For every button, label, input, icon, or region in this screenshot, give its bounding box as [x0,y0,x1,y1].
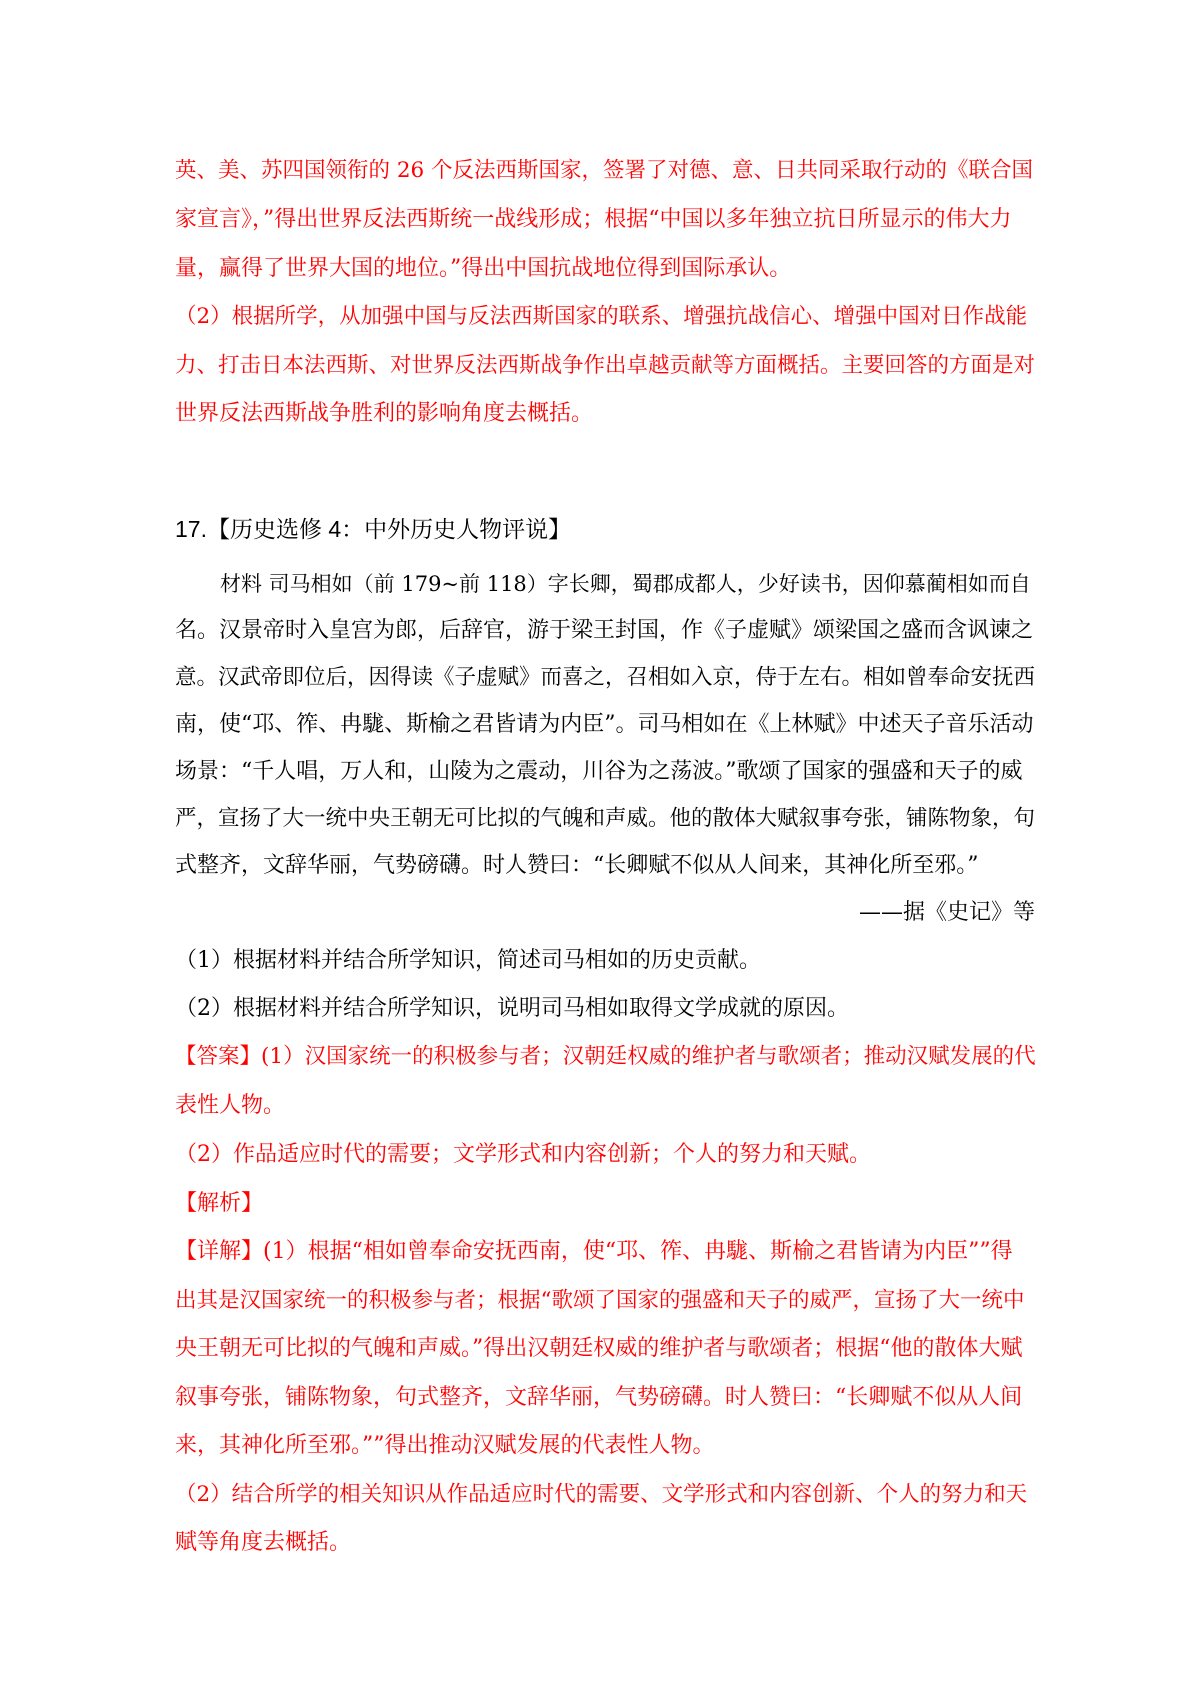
detail-line: （2）结合所学的相关知识从作品适应时代的需要、文学形式和内容创新、个人的努力和天 [175,1482,1028,1507]
material-line: 意。汉武帝即位后，因得读《子虚赋》而喜之，召相如入京，侍于左右。相如曾奉命安抚西 [175,665,1036,690]
analysis-line: 量，赢得了世界大国的地位。”得出中国抗战地位得到国际承认。 [175,256,792,281]
material-line: 场景：“千人唱，万人和，山陵为之震动，川谷为之荡波。”歌颂了国家的强盛和天子的威 [175,759,1023,784]
answer-line: 表性人物。 [175,1093,286,1118]
question-heading: 17.【历史选修 4：中外历史人物评说】 [175,516,572,542]
sub-question: （2）根据材料并结合所学知识，说明司马相如取得文学成就的原因。 [175,996,849,1021]
analysis-line: 世界反法西斯战争胜利的影响角度去概括。 [175,401,594,426]
detail-line: 赋等角度去概括。 [175,1530,352,1555]
material-line: 式整齐，文辞华丽，气势磅礴。时人赞曰：“长卿赋不似从人间来，其神化所至邪。” [175,853,979,878]
material-line: 材料 司马相如（前 179~前 118）字长卿，蜀郡成都人，少好读书，因仰慕蔺相如而自 [220,572,1031,596]
detail-line: 来，其神化所至邪。””得出推动汉赋发展的代表性人物。 [175,1433,715,1458]
detail-line: 央王朝无可比拟的气魄和声威。”得出汉朝廷权威的维护者与歌颂者；根据“他的散体大赋 [175,1336,1023,1361]
analysis-line: 英、美、苏四国领衔的 26 个反法西斯国家，签署了对德、意、日共同采取行动的《联合国 [175,158,1034,183]
analysis-line: （2）根据所学，从加强中国与反法西斯国家的联系、增强抗战信心、增强中国对日作战能 [175,304,1028,329]
analysis-label: 【解析】 [175,1191,264,1216]
analysis-line: 力、打击日本法西斯、对世界反法西斯战争作出卓越贡献等方面概括。主要回答的方面是对 [175,353,1036,378]
material-line: 严，宣扬了大一统中央王朝无可比拟的气魄和声威。他的散体大赋叙事夸张，铺陈物象，句 [175,806,1036,831]
detail-line: 【详解】(1）根据“相如曾奉命安抚西南，使“邛、筰、冉駹、斯榆之君皆请为内臣””得 [175,1239,1013,1264]
analysis-line: 家宣言》，”得出世界反法西斯统一战线形成；根据“中国以多年独立抗日所显示的伟大力 [175,207,1012,232]
material-line: 南，使“邛、筰、冉駹、斯榆之君皆请为内臣”。司马相如在《上林赋》中述天子音乐活动 [175,712,1034,737]
detail-line: 叙事夸张，铺陈物象，句式整齐，文辞华丽，气势磅礴。时人赞曰：“长卿赋不似从人间 [175,1385,1023,1410]
material-line: 名。汉景帝时入皇宫为郎，后辞官，游于梁王封国，作《子虚赋》颂梁国之盛而含讽谏之 [175,618,1034,643]
sub-question: （1）根据材料并结合所学知识，简述司马相如的历史贡献。 [175,948,761,973]
detail-line: 出其是汉国家统一的积极参与者；根据“歌颂了国家的强盛和天子的威严，宣扬了大一统中 [175,1288,1025,1313]
material-source: ——据《史记》等 [858,900,1035,925]
answer-line: 【答案】(1）汉国家统一的积极参与者；汉朝廷权威的维护者与歌颂者；推动汉赋发展的代 [175,1044,1036,1069]
answer-line: （2）作品适应时代的需要；文学形式和内容创新；个人的努力和天赋。 [175,1142,871,1167]
